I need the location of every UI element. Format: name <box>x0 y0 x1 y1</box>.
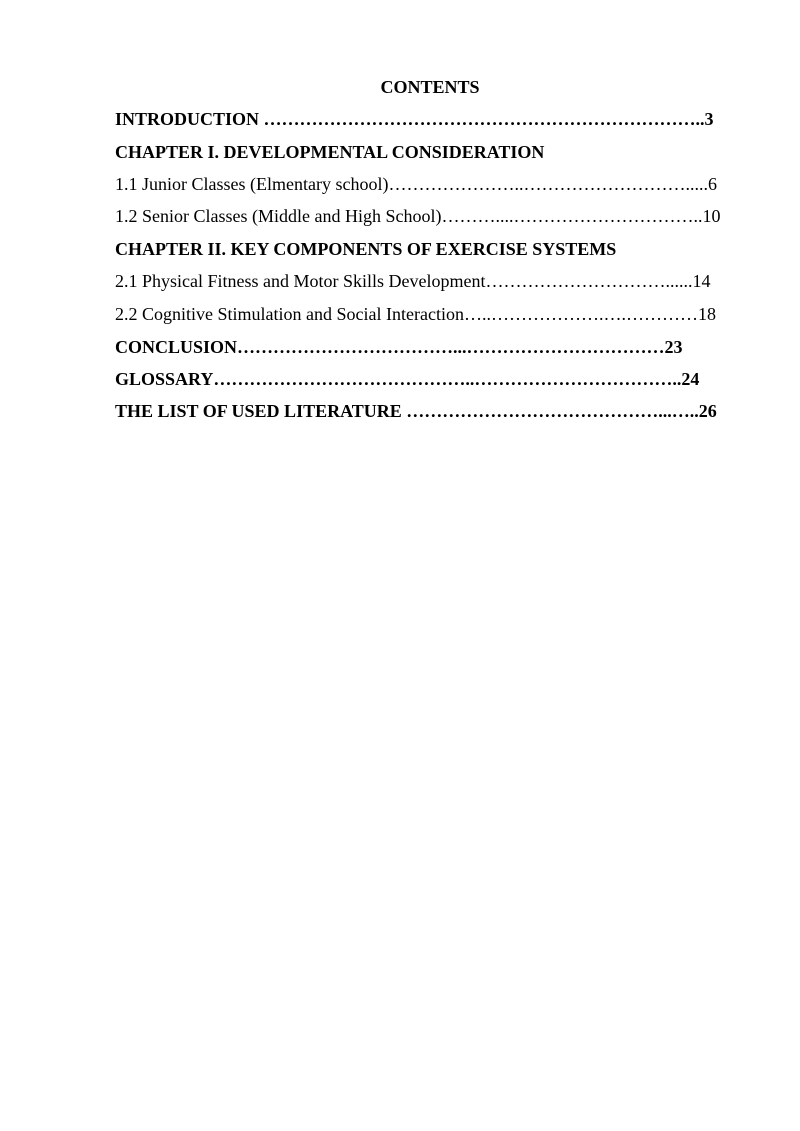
contents-title <box>0 76 800 98</box>
toc-entry-chapter-2: CHAPTER II. KEY COMPONENTS OF EXERCISE SYSTEMS <box>115 239 617 259</box>
contents-title-text: CONTENTS <box>380 77 480 97</box>
toc-entry-1-2: 1.2 Senior Classes (Middle and High School)………....…………………………..10 <box>115 206 721 226</box>
toc-entry-chapter-1: CHAPTER I. DEVELOPMENTAL CONSIDERATION <box>115 142 545 162</box>
toc-entry-glossary: GLOSSARY……………………………………..……………………………..24 <box>115 369 700 389</box>
toc-entry-1-1: 1.1 Junior Classes (Elmentary school)…………………..……………………….....6 <box>115 174 717 194</box>
toc-entry-literature: THE LIST OF USED LITERATURE ……………………………………...…..26 <box>115 401 717 421</box>
toc-entry-2-1: 2.1 Physical Fitness and Motor Skills Development…………………………......14 <box>115 271 711 291</box>
toc-entry-introduction: INTRODUCTION ………………………………………………………………..3 <box>115 109 714 129</box>
toc-entry-conclusion: CONCLUSION………………………………...……………………………23 <box>115 337 683 357</box>
toc-entry-2-2: 2.2 Cognitive Stimulation and Social Interaction…..……………….….…………18 <box>115 304 716 324</box>
